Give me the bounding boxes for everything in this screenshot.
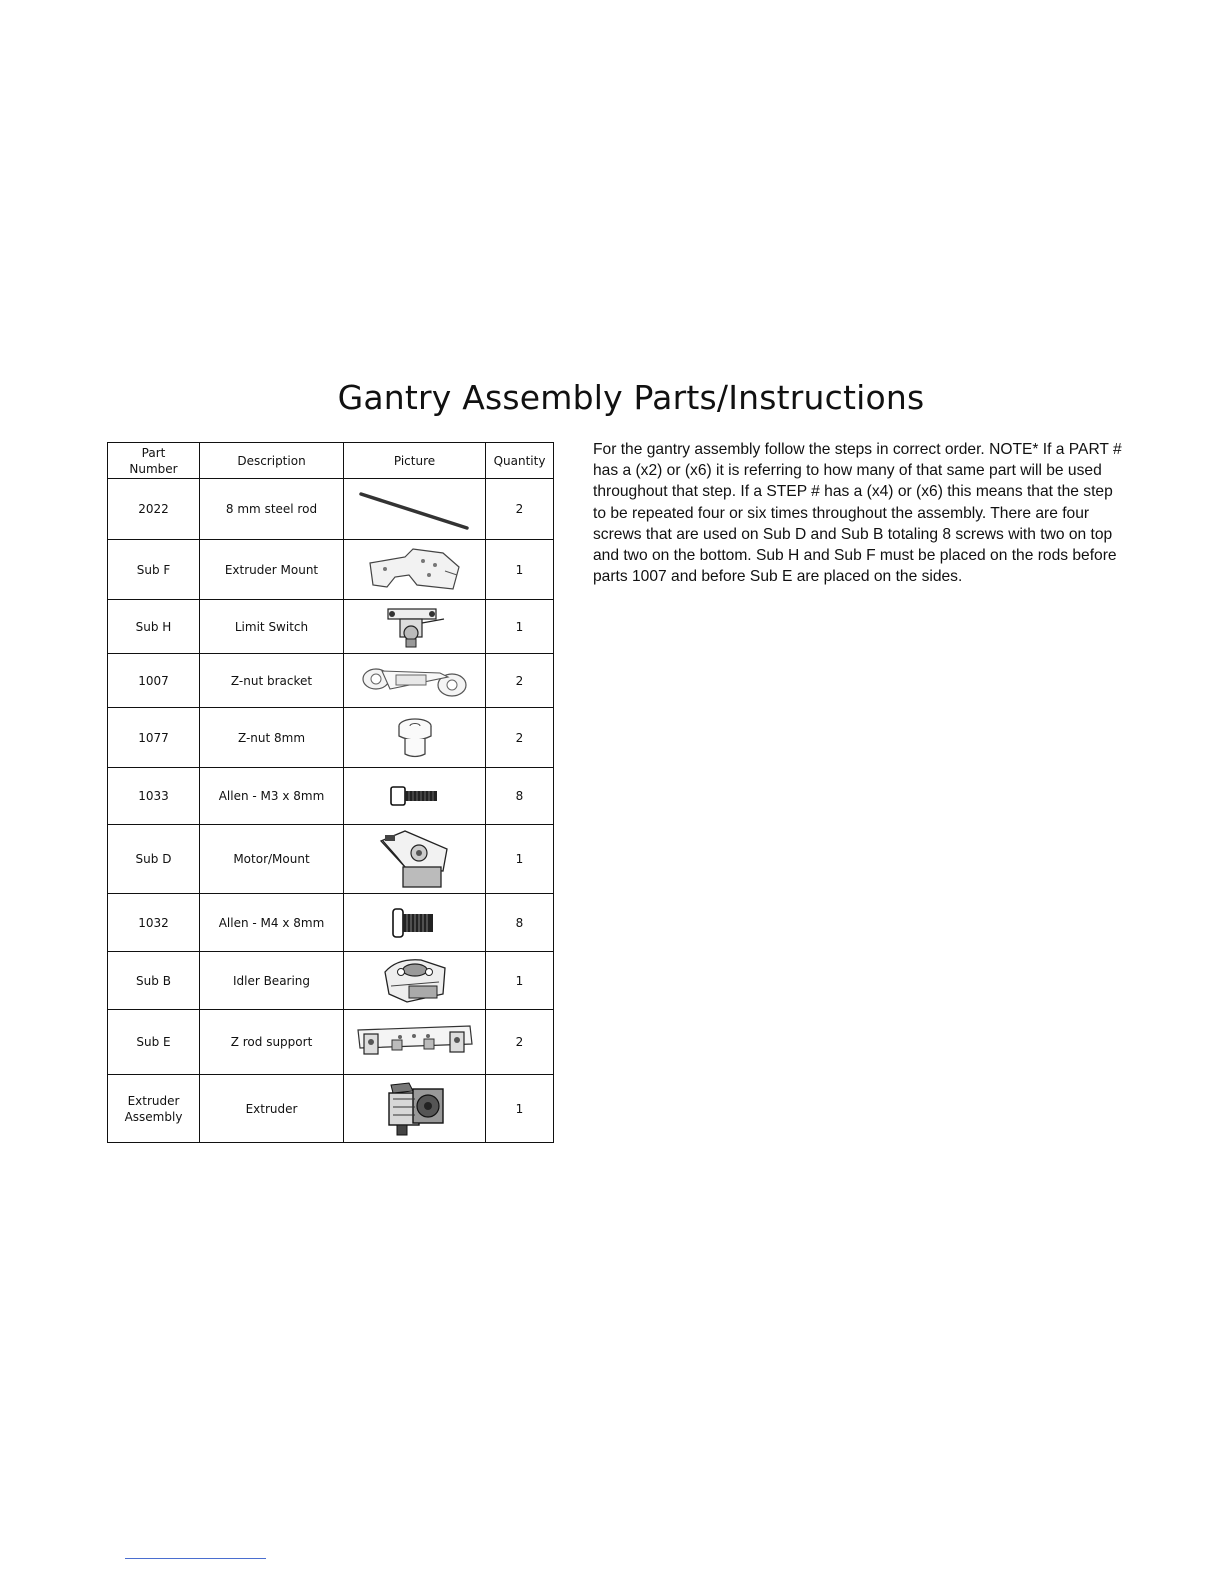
table-row xyxy=(108,894,554,952)
part-description: Idler Bearing xyxy=(200,952,344,1010)
header-description: Description xyxy=(200,443,344,479)
part-quantity: 8 xyxy=(486,768,554,825)
part-number: 1007 xyxy=(108,654,200,708)
part-quantity: 1 xyxy=(486,540,554,600)
m3-screw-icon xyxy=(387,783,443,809)
extruder-mount-icon xyxy=(365,545,465,595)
motor-mount-icon xyxy=(375,827,455,891)
table-row xyxy=(108,1075,554,1143)
part-description: Limit Switch xyxy=(200,600,344,654)
table-header-row xyxy=(108,443,554,479)
part-quantity: 2 xyxy=(486,708,554,768)
instructions-line: screws that are used on Sub D and Sub B totaling 8 screws with two on top xyxy=(593,525,1113,543)
part-number: Sub D xyxy=(108,825,200,894)
part-picture xyxy=(344,1010,486,1075)
header-quantity: Quantity xyxy=(486,443,554,479)
part-number: 1077 xyxy=(108,708,200,768)
instructions-text xyxy=(593,439,1160,609)
part-number: Extruder Assembly xyxy=(108,1075,200,1143)
table-row xyxy=(108,654,554,708)
part-quantity: 8 xyxy=(486,894,554,952)
part-number: 1033 xyxy=(108,768,200,825)
part-number: 2022 xyxy=(108,479,200,540)
m4-screw-icon xyxy=(387,905,443,941)
footnote-divider xyxy=(125,1558,266,1559)
part-quantity: 1 xyxy=(486,1075,554,1143)
instructions-line: parts 1007 and before Sub E are placed on the sides. xyxy=(593,568,963,586)
table-row xyxy=(108,479,554,540)
table-row xyxy=(108,1010,554,1075)
header-part-number: Part Number xyxy=(108,443,200,479)
part-quantity: 2 xyxy=(486,654,554,708)
part-quantity: 1 xyxy=(486,952,554,1010)
part-description: Allen - M4 x 8mm xyxy=(200,894,344,952)
part-picture xyxy=(344,952,486,1010)
limit-switch-icon xyxy=(380,603,450,651)
page-title: Gantry Assembly Parts/Instructions xyxy=(337,378,925,417)
part-picture xyxy=(344,479,486,540)
steel-rod-icon xyxy=(355,484,475,534)
part-number: Sub E xyxy=(108,1010,200,1075)
part-description: 8 mm steel rod xyxy=(200,479,344,540)
part-quantity: 2 xyxy=(486,479,554,540)
part-number: Sub F xyxy=(108,540,200,600)
part-number: 1032 xyxy=(108,894,200,952)
part-picture xyxy=(344,708,486,768)
z-nut-icon xyxy=(393,714,437,762)
idler-bearing-icon xyxy=(377,954,453,1008)
part-picture xyxy=(344,540,486,600)
part-quantity: 2 xyxy=(486,1010,554,1075)
part-description: Motor/Mount xyxy=(200,825,344,894)
part-picture xyxy=(344,1075,486,1143)
part-description: Z-nut 8mm xyxy=(200,708,344,768)
part-description: Z rod support xyxy=(200,1010,344,1075)
instructions-line: to be repeated four or six times throughout the assembly. There are four xyxy=(593,504,1090,522)
instructions-line: and two on the bottom. Sub H and Sub F must be placed on the rods before xyxy=(593,547,1117,565)
part-quantity: 1 xyxy=(486,825,554,894)
table-row xyxy=(108,768,554,825)
part-picture xyxy=(344,600,486,654)
part-picture xyxy=(344,825,486,894)
part-picture xyxy=(344,768,486,825)
instructions-line: has a (x2) or (x6) it is referring to how many of that same part will be used xyxy=(593,462,1102,480)
part-description: Extruder Mount xyxy=(200,540,344,600)
table-row xyxy=(108,952,554,1010)
part-description: Extruder xyxy=(200,1075,344,1143)
table-row xyxy=(108,708,554,768)
table-row xyxy=(108,825,554,894)
parts-table xyxy=(107,442,554,1143)
header-picture: Picture xyxy=(344,443,486,479)
part-quantity: 1 xyxy=(486,600,554,654)
instructions-line: For the gantry assembly follow the steps in correct order. NOTE* If a PART # xyxy=(593,441,1122,458)
part-description: Z-nut bracket xyxy=(200,654,344,708)
part-number: Sub H xyxy=(108,600,200,654)
instructions-line: throughout that step. If a STEP # has a (x4) or (x6) this means that the step xyxy=(593,483,1113,501)
table-row xyxy=(108,540,554,600)
table-row xyxy=(108,600,554,654)
part-number: Sub B xyxy=(108,952,200,1010)
z-nut-bracket-icon xyxy=(360,659,470,703)
part-description: Allen - M3 x 8mm xyxy=(200,768,344,825)
z-rod-support-icon xyxy=(354,1022,476,1062)
part-picture xyxy=(344,654,486,708)
part-picture xyxy=(344,894,486,952)
extruder-icon xyxy=(379,1079,451,1139)
